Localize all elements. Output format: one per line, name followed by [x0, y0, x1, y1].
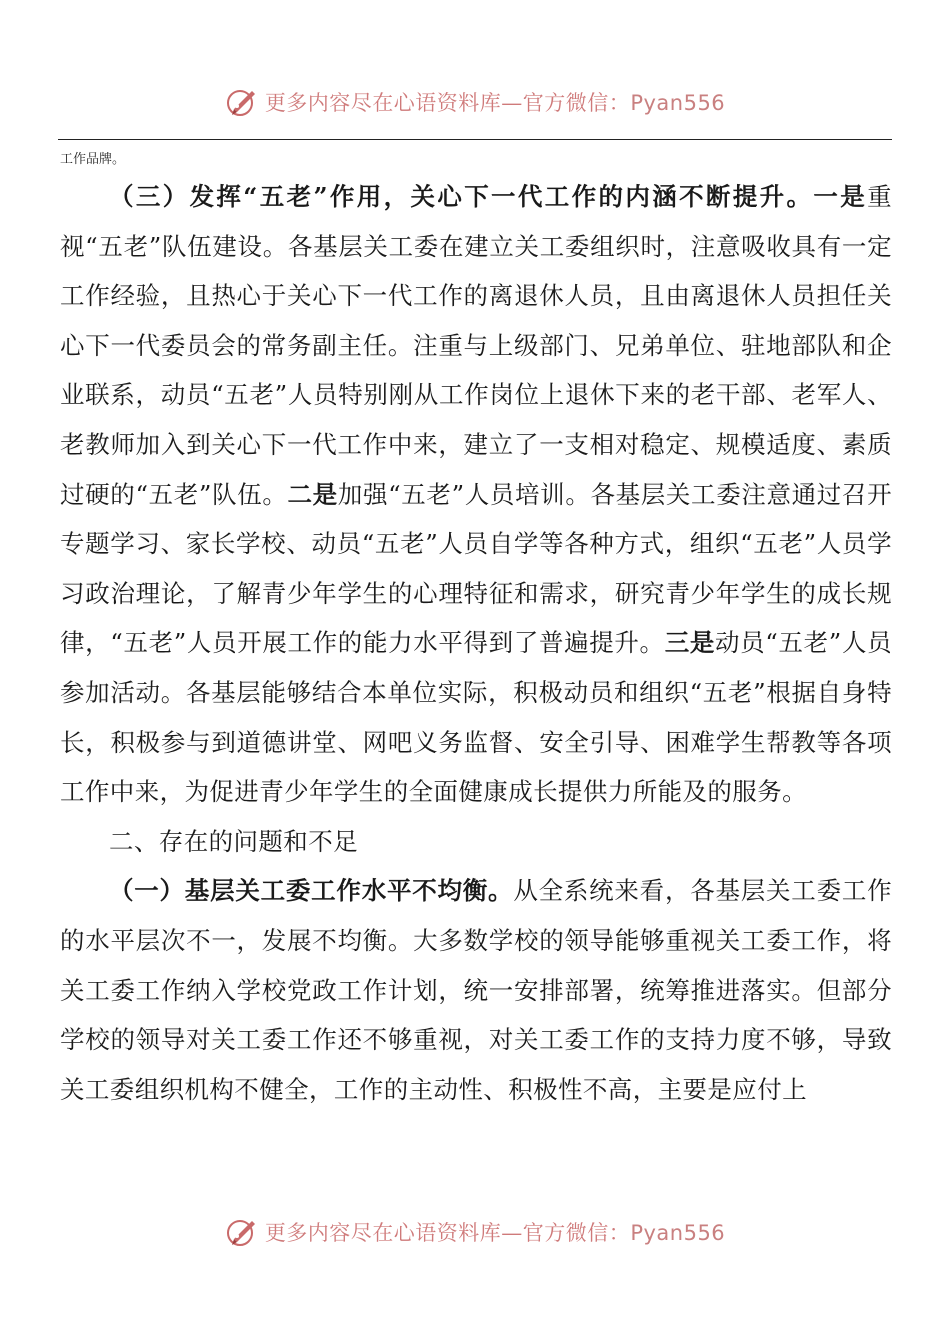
- section3-text2: 加强“五老”人员培训。各基层关工委注意通过召开专题学习、家长学校、动员“五老”人员自学等各种方式，组织“五老”人员学习政治理论，了解青少年学生的心理特征和需求，研究青少年学生的成长规律，“五老”人员开展工作的能力水平得到了普遍提升。: [60, 479, 892, 658]
- banner-text: 更多内容尽在心语资料库—官方微信：: [264, 91, 631, 115]
- header-banner: [0, 80, 950, 124]
- label-yi-shi: 一是: [813, 182, 868, 211]
- section3-text1: 重视“五老”队伍建设。各基层关工委在建立关工委组织时，注意吸收具有一定工作经验，且热心于关心下一代工作的离退休人员，且由离退休人员担任关心下一代委员会的常务副主任。注重与上级部门、兄弟单位、驻地部队和企业联系，动员“五老”人员特别刚从工作岗位上退休下来的老干部、老军人、老教师加入到关心下一代工作中来，建立了一支相对稳定、规模适度、素质过硬的“五老”队伍。: [60, 182, 892, 509]
- label-er-shi: 二是: [287, 479, 338, 509]
- banner-text: 更多内容尽在心语资料库—官方微信：: [264, 1221, 631, 1245]
- document-body: [60, 172, 892, 1114]
- paragraph-subsection1: [60, 866, 892, 1114]
- wechat-id: Pyan556: [630, 91, 726, 115]
- section3-heading: （三）发挥“五老”作用，关心下一代工作的内涵不断提升。: [109, 182, 814, 211]
- label-san-shi: 三是: [664, 628, 716, 658]
- section-two-heading: 二、存在的问题和不足: [109, 826, 358, 856]
- subsection1-text: 从全系统来看，各基层关工委工作的水平层次不一，发展不均衡。大多数学校的领导能够重视关工委工作，将关工委工作纳入学校党政工作计划，统一安排部署，统筹推进落实。但部分学校的领导对关工委工作还不够重视，对关工委工作的支持力度不够，导致关工委组织机构不健全，工作的主动性、积极性不高，主要是应付上: [60, 876, 893, 1104]
- pen-logo-icon: [225, 1215, 259, 1249]
- footer-banner: [0, 1210, 950, 1254]
- carryover-text: 工作品牌。: [60, 152, 126, 167]
- header-rule: [58, 139, 892, 140]
- pen-logo-icon: [225, 85, 259, 119]
- subsection1-heading: （一）基层关工委工作水平不均衡。: [109, 876, 514, 906]
- paragraph-section3: [60, 172, 892, 817]
- wechat-id: Pyan556: [630, 1221, 726, 1245]
- section3-text3: 动员“五老”人员参加活动。各基层能够结合本单位实际，积极动员和组织“五老”根据自身特长，积极参与到道德讲堂、网吧义务监督、安全引导、困难学生帮教等各项工作中来，为促进青少年学生的全面健康成长提供力所能及的服务。: [60, 628, 892, 807]
